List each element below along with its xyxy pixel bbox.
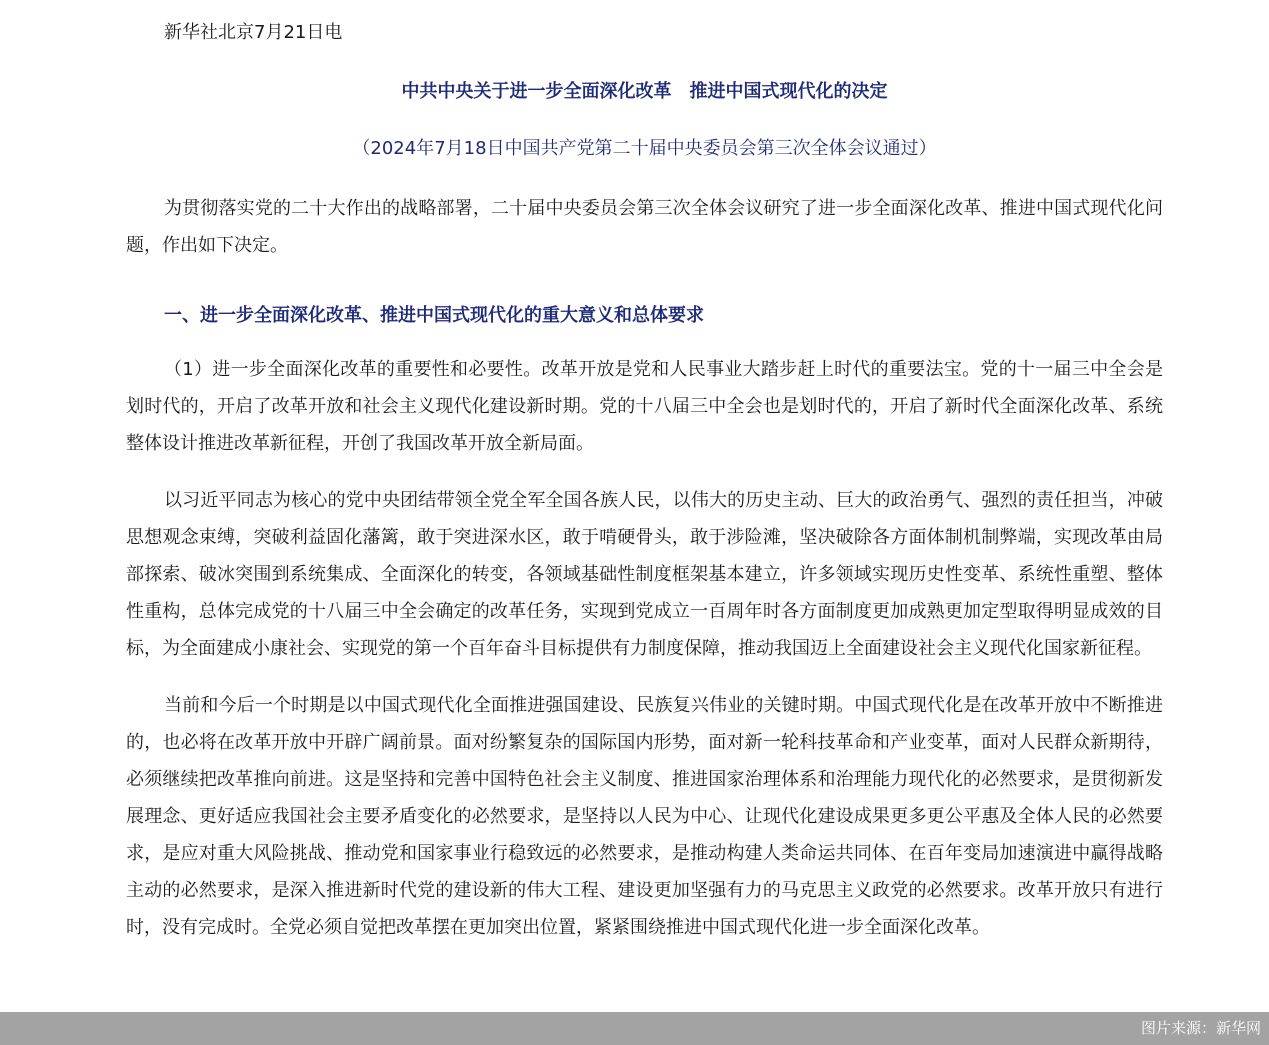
document-title: 中共中央关于进一步全面深化改革 推进中国式现代化的决定: [401, 81, 888, 102]
paragraph-3: 当前和今后一个时期是以中国式现代化全面推进强国建设、民族复兴伟业的关键时期。中国式现代化是在改革开放中不断推进的，也必将在改革开放中开辟广阔前景。面对纷繁复杂的国际国内形势，面对新一轮科技革命和产业变革，面对人民群众新期待，必须继续把改革推向前进。这是坚持和完善中国特色社会主义制度、推进国家治理体系和治理能力现代化的必然要求，是贯彻新发展理念、更好适应我国社会主要矛盾变化的必然要求，是坚持以人民为中心、让现代化建设成果更多更公平惠及全体人民的必然要求，是应对重大风险挑战、推动党和国家事业行稳致远的必然要求，是推动构建人类命运共同体、在百年变局加速演进中赢得战略主动的必然要求，是深入推进新时代党的建设新的伟大工程、建设更加坚强有力的马克思主义政党的必然要求。改革开放只有进行时，没有完成时。全党必须自觉把改革摆在更加突出位置，紧紧围绕推进中国式现代化进一步全面深化改革。: [126, 695, 1163, 938]
section-heading: 一、进一步全面深化改革、推进中国式现代化的重大意义和总体要求: [164, 305, 704, 326]
document-subtitle: （2024年7月18日中国共产党第二十届中央委员会第三次全体会议通过）: [352, 138, 937, 159]
intro-paragraph: 为贯彻落实党的二十大作出的战略部署，二十届中央委员会第三次全体会议研究了进一步全面深化改革、推进中国式现代化问题，作出如下决定。: [126, 198, 1163, 256]
paragraph-1: （1）进一步全面深化改革的重要性和必要性。改革开放是党和人民事业大踏步赶上时代的重要法宝。党的十一届三中全会是划时代的，开启了改革开放和社会主义现代化建设新时期。党的十八届三中全会也是划时代的，开启了新时代全面深化改革、系统整体设计推进改革新征程，开创了我国改革开放全新局面。: [126, 359, 1163, 454]
paragraph-2: 以习近平同志为核心的党中央团结带领全党全军全国各族人民，以伟大的历史主动、巨大的政治勇气、强烈的责任担当，冲破思想观念束缚，突破利益固化藩篱，敢于突进深水区，敢于啃硬骨头，敢于涉险滩，坚决破除各方面体制机制弊端，实现改革由局部探索、破冰突围到系统集成、全面深化的转变，各领域基础性制度框架基本建立，许多领域实现历史性变革、系统性重塑、整体性重构，总体完成党的十八届三中全会确定的改革任务，实现到党成立一百周年时各方面制度更加成熟更加定型取得明显成效的目标，为全面建成小康社会、实现党的第一个百年奋斗目标提供有力制度保障，推动我国迈上全面建设社会主义现代化国家新征程。: [126, 490, 1163, 659]
image-caption-bar: [0, 1012, 1269, 1045]
dateline: 新华社北京7月21日电: [164, 22, 343, 43]
image-source-caption: 图片来源：新华网: [1140, 1019, 1261, 1037]
article-body: [126, 190, 1163, 946]
